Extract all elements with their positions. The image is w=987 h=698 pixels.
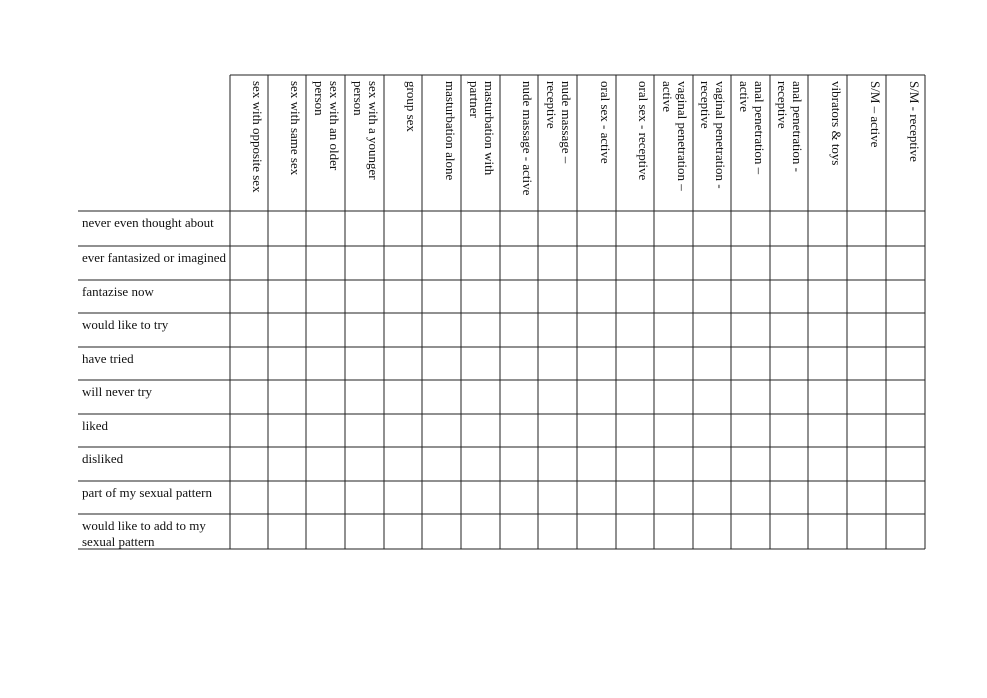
answer-cell[interactable] <box>462 482 499 513</box>
answer-cell[interactable] <box>732 247 769 279</box>
answer-cell[interactable] <box>346 247 383 279</box>
answer-cell[interactable] <box>617 314 653 346</box>
answer-cell[interactable] <box>887 212 924 245</box>
answer-cell[interactable] <box>771 515 807 548</box>
answer-cell[interactable] <box>694 515 730 548</box>
answer-cell[interactable] <box>694 482 730 513</box>
answer-cell[interactable] <box>307 381 344 413</box>
answer-cell[interactable] <box>887 314 924 346</box>
answer-cell[interactable] <box>732 482 769 513</box>
answer-cell[interactable] <box>462 348 499 379</box>
answer-cell[interactable] <box>462 281 499 312</box>
answer-cell[interactable] <box>346 348 383 379</box>
row-label: would like to add to my sexual pattern <box>82 518 206 549</box>
row-label: liked <box>82 418 108 433</box>
answer-cell[interactable] <box>732 515 769 548</box>
answer-cell[interactable] <box>887 482 924 513</box>
column-header: anal penetration - receptive <box>775 81 805 172</box>
answer-cell[interactable] <box>231 247 267 279</box>
answer-cell[interactable] <box>231 212 267 245</box>
answer-cell[interactable] <box>307 212 344 245</box>
answer-cell[interactable] <box>231 381 267 413</box>
answer-cell[interactable] <box>385 381 421 413</box>
answer-cell[interactable] <box>462 415 499 446</box>
answer-cell[interactable] <box>423 448 460 480</box>
answer-cell[interactable] <box>771 314 807 346</box>
answer-cell[interactable] <box>269 348 305 379</box>
answer-cell[interactable] <box>809 381 846 413</box>
answer-cell[interactable] <box>539 247 576 279</box>
answer-cell[interactable] <box>231 482 267 513</box>
answer-cell[interactable] <box>887 415 924 446</box>
answer-cell[interactable] <box>231 415 267 446</box>
answer-cell[interactable] <box>269 281 305 312</box>
column-header: vaginal penetration - receptive <box>698 81 728 189</box>
answer-cell[interactable] <box>231 314 267 346</box>
answer-cell[interactable] <box>501 482 537 513</box>
answer-cell[interactable] <box>809 281 846 312</box>
answer-cell[interactable] <box>501 314 537 346</box>
column-header: nude massage - active <box>520 81 535 196</box>
answer-cell[interactable] <box>809 515 846 548</box>
answer-cell[interactable] <box>655 415 692 446</box>
answer-cell[interactable] <box>385 515 421 548</box>
answer-cell[interactable] <box>655 482 692 513</box>
answer-cell[interactable] <box>307 314 344 346</box>
answer-cell[interactable] <box>848 212 885 245</box>
answer-cell[interactable] <box>346 515 383 548</box>
answer-cell[interactable] <box>539 415 576 446</box>
answer-cell[interactable] <box>501 281 537 312</box>
answer-cell[interactable] <box>848 448 885 480</box>
column-header: group sex <box>404 81 419 132</box>
answer-cell[interactable] <box>694 348 730 379</box>
answer-cell[interactable] <box>771 448 807 480</box>
answer-cell[interactable] <box>809 415 846 446</box>
row-label: ever fantasized or imagined <box>82 250 227 265</box>
answer-cell[interactable] <box>771 482 807 513</box>
answer-cell[interactable] <box>539 348 576 379</box>
column-header: oral sex - active <box>598 81 613 164</box>
answer-cell[interactable] <box>269 247 305 279</box>
answer-cell[interactable] <box>307 348 344 379</box>
answer-cell[interactable] <box>617 348 653 379</box>
answer-cell[interactable] <box>462 448 499 480</box>
answer-cell[interactable] <box>423 314 460 346</box>
column-header: vaginal penetration – active <box>660 81 690 191</box>
answer-cell[interactable] <box>809 482 846 513</box>
answer-cell[interactable] <box>501 212 537 245</box>
answer-cell[interactable] <box>578 515 615 548</box>
answer-cell[interactable] <box>501 348 537 379</box>
answer-cell[interactable] <box>655 448 692 480</box>
answer-cell[interactable] <box>578 348 615 379</box>
answer-cell[interactable] <box>617 448 653 480</box>
answer-cell[interactable] <box>732 415 769 446</box>
answer-cell[interactable] <box>462 314 499 346</box>
answer-cell[interactable] <box>655 381 692 413</box>
answer-cell[interactable] <box>887 381 924 413</box>
answer-cell[interactable] <box>269 314 305 346</box>
answer-cell[interactable] <box>269 212 305 245</box>
answer-cell[interactable] <box>848 348 885 379</box>
answer-cell[interactable] <box>385 247 421 279</box>
answer-cell[interactable] <box>617 482 653 513</box>
answer-cell[interactable] <box>307 415 344 446</box>
answer-cell[interactable] <box>539 314 576 346</box>
answer-cell[interactable] <box>578 212 615 245</box>
answer-cell[interactable] <box>771 212 807 245</box>
answer-cell[interactable] <box>231 281 267 312</box>
answer-cell[interactable] <box>269 515 305 548</box>
column-header: sex with same sex <box>288 81 303 176</box>
answer-cell[interactable] <box>694 281 730 312</box>
column-header: S/M - receptive <box>907 81 922 162</box>
answer-cell[interactable] <box>423 482 460 513</box>
answer-cell[interactable] <box>578 314 615 346</box>
answer-cell[interactable] <box>307 281 344 312</box>
answer-cell[interactable] <box>732 314 769 346</box>
answer-cell[interactable] <box>617 247 653 279</box>
answer-cell[interactable] <box>539 281 576 312</box>
answer-cell[interactable] <box>385 415 421 446</box>
row-label: disliked <box>82 451 124 466</box>
column-header: sex with opposite sex <box>250 81 265 193</box>
answer-cell[interactable] <box>694 314 730 346</box>
answer-cell[interactable] <box>346 281 383 312</box>
answer-cell[interactable] <box>655 212 692 245</box>
answer-cell[interactable] <box>539 381 576 413</box>
answer-cell[interactable] <box>655 348 692 379</box>
answer-cell[interactable] <box>694 247 730 279</box>
answer-cell[interactable] <box>423 247 460 279</box>
answer-cell[interactable] <box>578 415 615 446</box>
answer-cell[interactable] <box>809 247 846 279</box>
row-label: fantazise now <box>82 284 154 299</box>
answer-cell[interactable] <box>346 381 383 413</box>
answer-cell[interactable] <box>578 448 615 480</box>
answer-cell[interactable] <box>887 281 924 312</box>
answer-cell[interactable] <box>617 281 653 312</box>
answer-cell[interactable] <box>809 314 846 346</box>
answer-cell[interactable] <box>501 448 537 480</box>
answer-cell[interactable] <box>423 348 460 379</box>
answer-cell[interactable] <box>385 212 421 245</box>
answer-cell[interactable] <box>617 515 653 548</box>
answer-cell[interactable] <box>385 482 421 513</box>
answer-cell[interactable] <box>578 482 615 513</box>
answer-cell[interactable] <box>655 247 692 279</box>
answer-cell[interactable] <box>848 482 885 513</box>
answer-cell[interactable] <box>809 448 846 480</box>
answer-cell[interactable] <box>694 448 730 480</box>
answer-cell[interactable] <box>887 448 924 480</box>
answer-cell[interactable] <box>462 247 499 279</box>
column-header: sex with an older person <box>312 81 342 171</box>
answer-cell[interactable] <box>617 381 653 413</box>
answer-cell[interactable] <box>809 348 846 379</box>
answer-cell[interactable] <box>848 415 885 446</box>
answer-cell[interactable] <box>346 448 383 480</box>
answer-cell[interactable] <box>269 415 305 446</box>
answer-cell[interactable] <box>307 247 344 279</box>
answer-cell[interactable] <box>887 515 924 548</box>
row-label: never even thought about <box>82 215 214 230</box>
answer-cell[interactable] <box>539 515 576 548</box>
answer-cell[interactable] <box>771 247 807 279</box>
answer-cell[interactable] <box>771 281 807 312</box>
column-header: oral sex - receptive <box>636 81 651 181</box>
answer-cell[interactable] <box>732 212 769 245</box>
answer-cell[interactable] <box>578 247 615 279</box>
answer-cell[interactable] <box>655 515 692 548</box>
answer-cell[interactable] <box>269 482 305 513</box>
column-header: masturbation alone <box>443 81 458 181</box>
answer-cell[interactable] <box>732 281 769 312</box>
answer-cell[interactable] <box>462 515 499 548</box>
answer-cell[interactable] <box>732 348 769 379</box>
column-header: masturbation with partner <box>467 81 497 176</box>
answer-cell[interactable] <box>732 448 769 480</box>
answer-cell[interactable] <box>231 515 267 548</box>
answer-cell[interactable] <box>848 247 885 279</box>
row-label: would like to try <box>82 317 169 332</box>
column-header: nude massage – receptive <box>544 81 574 164</box>
answer-cell[interactable] <box>423 281 460 312</box>
answer-cell[interactable] <box>617 415 653 446</box>
answer-cell[interactable] <box>694 415 730 446</box>
answer-cell[interactable] <box>501 247 537 279</box>
answer-cell[interactable] <box>346 482 383 513</box>
answer-cell[interactable] <box>578 281 615 312</box>
answer-cell[interactable] <box>231 448 267 480</box>
answer-cell[interactable] <box>771 348 807 379</box>
answer-cell[interactable] <box>501 381 537 413</box>
answer-cell[interactable] <box>887 247 924 279</box>
answer-cell[interactable] <box>346 415 383 446</box>
answer-cell[interactable] <box>848 381 885 413</box>
answer-cell[interactable] <box>385 448 421 480</box>
answer-cell[interactable] <box>423 515 460 548</box>
column-header: sex with a younger person <box>351 81 381 180</box>
answer-cell[interactable] <box>423 212 460 245</box>
answer-cell[interactable] <box>462 212 499 245</box>
answer-cell[interactable] <box>385 348 421 379</box>
row-label: part of my sexual pattern <box>82 485 212 500</box>
answer-cell[interactable] <box>423 381 460 413</box>
answer-cell[interactable] <box>269 381 305 413</box>
answer-cell[interactable] <box>732 381 769 413</box>
answer-cell[interactable] <box>385 281 421 312</box>
answer-cell[interactable] <box>771 381 807 413</box>
answer-cell[interactable] <box>539 482 576 513</box>
row-label: have tried <box>82 351 134 366</box>
answer-cell[interactable] <box>694 381 730 413</box>
answer-cell[interactable] <box>655 281 692 312</box>
answer-cell[interactable] <box>617 212 653 245</box>
answer-cell[interactable] <box>501 515 537 548</box>
answer-cell[interactable] <box>307 515 344 548</box>
row-label: will never try <box>82 384 153 399</box>
answer-cell[interactable] <box>694 212 730 245</box>
answer-cell[interactable] <box>848 314 885 346</box>
answer-cell[interactable] <box>423 415 460 446</box>
answer-cell[interactable] <box>346 212 383 245</box>
answer-cell[interactable] <box>848 281 885 312</box>
column-header: anal penetration – active <box>737 81 767 175</box>
answer-cell[interactable] <box>346 314 383 346</box>
answer-cell[interactable] <box>539 212 576 245</box>
answer-cell[interactable] <box>385 314 421 346</box>
answer-cell[interactable] <box>887 348 924 379</box>
answer-cell[interactable] <box>771 415 807 446</box>
answer-cell[interactable] <box>307 448 344 480</box>
column-header: S/M – active <box>868 81 883 148</box>
answer-cell[interactable] <box>539 448 576 480</box>
answer-cell[interactable] <box>231 348 267 379</box>
answer-cell[interactable] <box>848 515 885 548</box>
answer-cell[interactable] <box>809 212 846 245</box>
answer-cell[interactable] <box>501 415 537 446</box>
answer-cell[interactable] <box>269 448 305 480</box>
answer-cell[interactable] <box>307 482 344 513</box>
column-header: vibrators & toys <box>829 81 844 166</box>
answer-cell[interactable] <box>655 314 692 346</box>
answer-cell[interactable] <box>462 381 499 413</box>
answer-cell[interactable] <box>578 381 615 413</box>
